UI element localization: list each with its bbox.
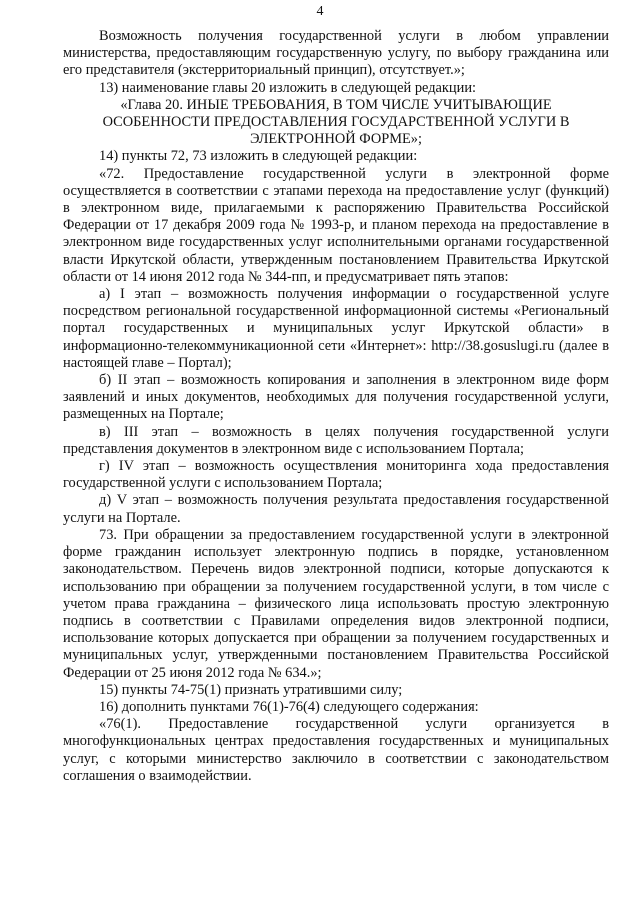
- paragraph-item-13: 13) наименование главы 20 изложить в следующей редакции:: [99, 79, 477, 96]
- paragraph-extraterritorial: Возможность получения государственной услуги в любом управлении министерства, предоставляющим государственную услугу, по выбору гражданина или его представителя (экстерриториальный принцип), отсутствует.»;: [63, 28, 609, 79]
- paragraph-clause-73: 73. При обращении за предоставлением государственной услуги в электронной форме гражданин использует электронную подпись в порядке, установленном законодательством. Перечень видов электронной подписи, которые допускаются к использованию при обращении за получением государственной услуги, в том числе с учетом права гражданина – физического лица использовать простую электронную подпись в соответствии с Правилами определения видов электронной подписи, использование которых допускается при обращении за получением государственных и муниципальных услуг, утвержденными постановлением Правительства Российской Федерации от 25 июня 2012 года № 634.»;: [63, 526, 609, 681]
- paragraph-stage-2: б) II этап – возможность копирования и заполнения в электронном виде форм заявлений и иных документов, необходимых для получения государственной услуги, размещенных на Портале;: [63, 372, 609, 423]
- document-body: [63, 28, 609, 785]
- paragraph-stage-4: г) IV этап – возможность осуществления мониторинга хода предоставления государственной услуги с использованием Портала;: [63, 458, 609, 492]
- paragraph-stage-5: д) V этап – возможность получения результата предоставления государственной услуги на Портале.: [63, 492, 609, 526]
- paragraph-item-14: 14) пункты 72, 73 изложить в следующей редакции:: [99, 148, 418, 165]
- paragraph-stage-1: а) I этап – возможность получения информации о государственной услуге посредством региональной государственной информационной системы «Региональный портал государственных и муниципальных услуг Иркутской области» в информационно-телекоммуникационной сети «Интернет»: http://38.gosuslugi.ru (далее в настоящей главе – Портал);: [63, 286, 609, 371]
- paragraph-item-16: 16) дополнить пунктами 76(1)-76(4) следующего содержания:: [99, 698, 479, 715]
- paragraph-clause-76-1: «76(1). Предоставление государственной услуги организуется в многофункциональных центрах предоставления государственных и муниципальных услуг, с которыми министерство заключило в соответствии с законодательством соглашения о взаимодействии.: [63, 716, 609, 784]
- page-number: 4: [316, 4, 324, 19]
- paragraph-item-15: 15) пункты 74-75(1) признать утратившими силу;: [99, 681, 403, 698]
- paragraph-clause-72: «72. Предоставление государственной услуги в электронной форме осуществляется в соответствии с этапами перехода на предоставление услуг (функций) в электронном виде, прилагаемыми к распоряжению Правительства Российской Федерации от 17 декабря 2009 года № 1993-р, и планом перехода на предоставление в электронном виде государственных услуг исполнительными органами государственной власти Иркутской области, утвержденным постановлением Правительства Иркутской области от 14 июня 2012 года № 344-пп, и предусматривает пять этапов:: [63, 165, 609, 285]
- paragraph-stage-3: в) III этап – возможность в целях получения государственной услуги представления документов в электронном виде с использованием Портала;: [63, 423, 609, 457]
- chapter-20-heading: «Глава 20. ИНЫЕ ТРЕБОВАНИЯ, В ТОМ ЧИСЛЕ УЧИТЫВАЮЩИЕ ОСОБЕННОСТИ ПРЕДОСТАВЛЕНИЯ ГОСУДАРСТВЕННОЙ УСЛУГИ В ЭЛЕКТРОННОЙ ФОРМЕ»;: [102, 96, 570, 148]
